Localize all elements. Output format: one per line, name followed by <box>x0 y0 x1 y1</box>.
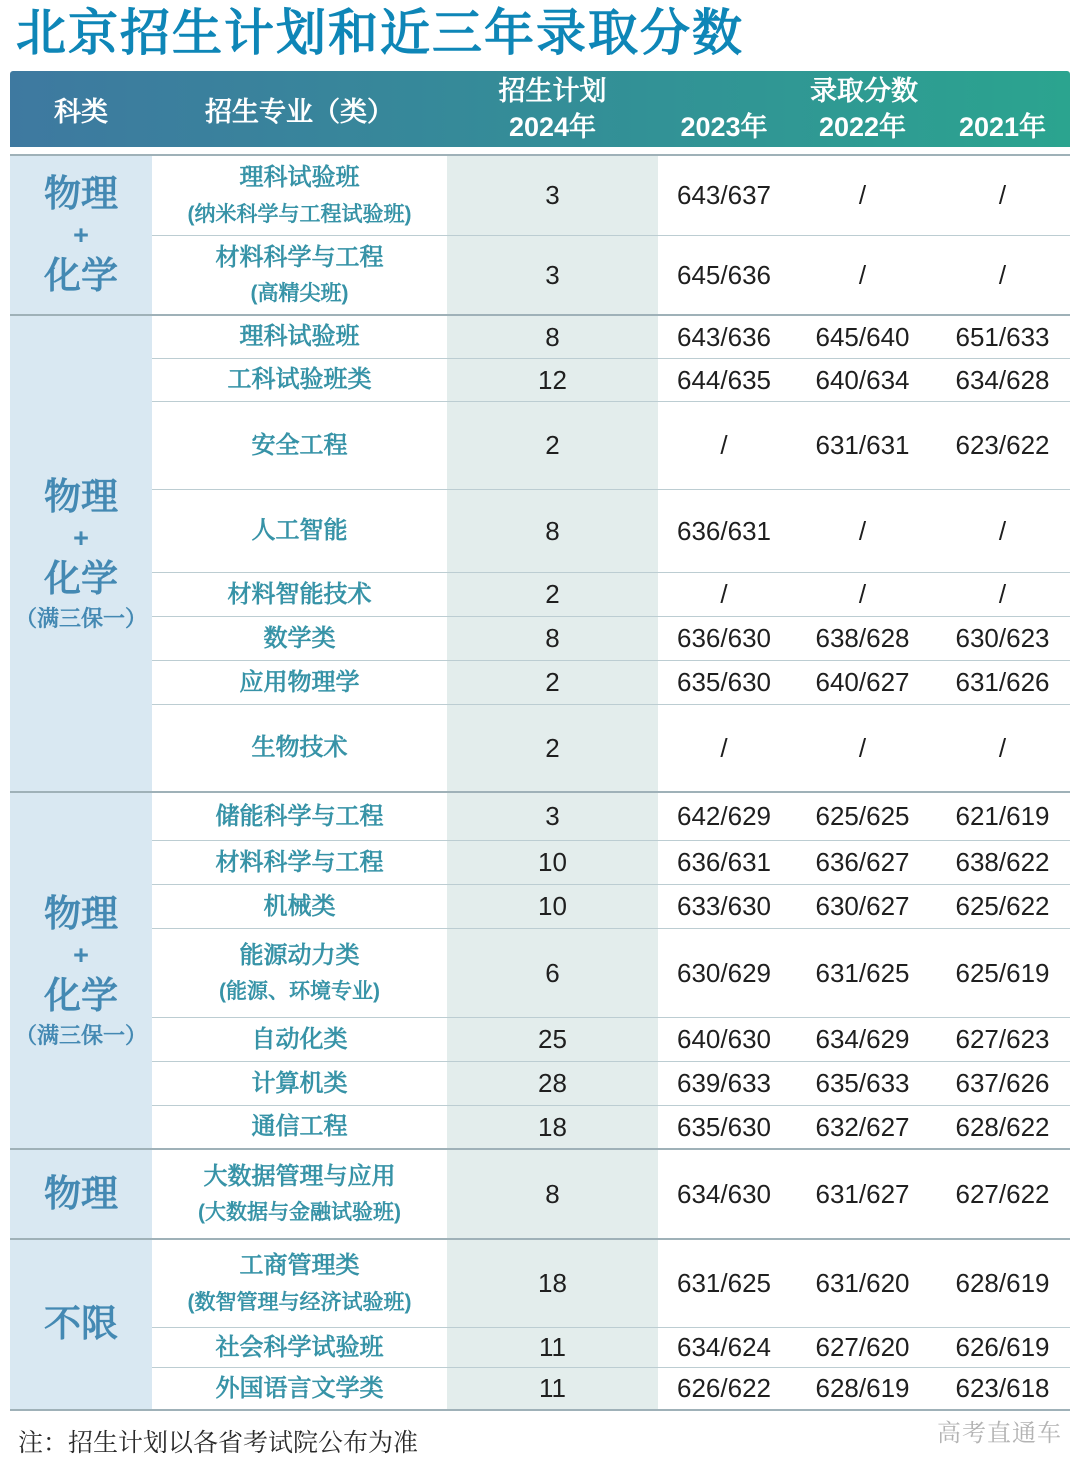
score-2022-cell: 638/628 <box>815 623 910 653</box>
table-row <box>152 1327 1070 1367</box>
score-2021-cell: 626/619 <box>955 1332 1050 1362</box>
major-cell: 安全工程 <box>251 431 348 459</box>
plan-cell: 10 <box>447 841 658 884</box>
score-2021-cell: / <box>998 259 1007 290</box>
table-row <box>152 660 1070 704</box>
category-label: 不限 <box>10 1240 152 1409</box>
score-2021-cell: 628/619 <box>955 1268 1050 1298</box>
major-cell: 机械类 <box>263 892 336 920</box>
score-2021-cell: 623/622 <box>955 430 1050 460</box>
header-plan <box>447 71 658 147</box>
score-2021-cell: 651/633 <box>955 321 1050 352</box>
plan-cell: 8 <box>447 617 658 660</box>
table-row <box>152 1367 1070 1409</box>
score-2021-cell: / <box>998 579 1007 609</box>
score-2022-cell: 640/634 <box>815 364 910 395</box>
major-cell: 理科试验班 (纳米科学与工程试验班) <box>187 164 412 226</box>
table-row <box>152 1061 1070 1105</box>
plan-cell: 28 <box>447 1062 658 1105</box>
score-2023-cell: 640/630 <box>677 1024 771 1054</box>
section-physics-chemistry-m3b1-a <box>10 314 1070 791</box>
score-2023-cell: 636/631 <box>677 515 771 546</box>
table-row <box>152 1105 1070 1148</box>
score-2021-cell: 625/619 <box>955 957 1050 988</box>
header-category: 科类 <box>54 96 108 127</box>
plan-cell: 18 <box>447 1240 658 1327</box>
score-2023-cell: 626/622 <box>677 1373 771 1403</box>
table-body <box>10 154 1070 1411</box>
table-row <box>152 928 1070 1017</box>
score-2022-cell: 640/627 <box>815 667 910 697</box>
score-2022-cell: 631/620 <box>815 1268 910 1298</box>
score-2023-cell: 643/637 <box>677 180 771 210</box>
table-header <box>10 71 1070 147</box>
table-row <box>152 316 1070 358</box>
section-physics <box>10 1148 1070 1238</box>
score-2022-cell: / <box>858 180 867 210</box>
score-2023-cell: / <box>720 430 728 460</box>
footer-note: 注：招生计划以各省考试院公布为准 <box>18 1429 419 1457</box>
header-year-2023: 2023年 <box>680 112 768 142</box>
plan-cell: 2 <box>447 402 658 489</box>
score-2022-cell: / <box>858 515 867 546</box>
major-cell: 应用物理学 <box>239 668 360 696</box>
plan-cell: 3 <box>447 793 658 840</box>
score-2022-cell: / <box>858 579 867 609</box>
major-cell: 通信工程 <box>251 1113 348 1141</box>
score-2022-cell: 634/629 <box>815 1024 910 1054</box>
page-title: 北京招生计划和近三年录取分数 <box>16 5 744 61</box>
table-row <box>152 616 1070 660</box>
category-label: 物理 + 化学 （满三保一） <box>10 793 152 1148</box>
table-row <box>152 704 1070 791</box>
score-2023-cell: 645/636 <box>677 259 771 290</box>
major-cell: 材料科学与工程 (高精尖班) <box>215 243 384 306</box>
table-row <box>152 156 1070 235</box>
plan-cell: 12 <box>447 359 658 401</box>
plan-cell: 10 <box>447 885 658 928</box>
score-2022-cell: 631/627 <box>815 1178 910 1209</box>
plan-cell: 8 <box>447 490 658 572</box>
score-2023-cell: 643/636 <box>677 321 771 352</box>
header-plan-year: 2024年 <box>508 112 597 142</box>
score-2022-cell: 635/633 <box>815 1068 910 1098</box>
score-2022-cell: 636/627 <box>815 847 910 877</box>
table-row <box>152 1150 1070 1238</box>
header-scores-label: 录取分数 <box>810 75 918 106</box>
score-2022-cell: 631/625 <box>815 957 910 988</box>
score-2023-cell: 631/625 <box>677 1268 771 1298</box>
score-2021-cell: 621/619 <box>955 801 1050 831</box>
table-row <box>152 489 1070 572</box>
major-cell: 储能科学与工程 <box>215 802 384 830</box>
table-row <box>152 358 1070 401</box>
major-cell: 大数据管理与应用 (大数据与金融试验班) <box>198 1162 401 1225</box>
score-2021-cell: 627/623 <box>955 1024 1050 1054</box>
table-row <box>152 884 1070 928</box>
score-2023-cell: 636/630 <box>677 623 771 653</box>
plan-cell: 11 <box>447 1328 658 1367</box>
plan-cell: 25 <box>447 1018 658 1061</box>
score-2022-cell: / <box>858 732 867 763</box>
category-label: 物理 + 化学 <box>10 156 152 314</box>
header-scores-group <box>658 71 1070 147</box>
score-2023-cell: 639/633 <box>677 1068 771 1098</box>
score-2021-cell: 628/622 <box>955 1111 1050 1142</box>
major-cell: 人工智能 <box>251 517 348 545</box>
plus-sign: + <box>73 523 89 553</box>
score-2021-cell: 634/628 <box>955 364 1050 395</box>
plan-cell: 3 <box>447 236 658 314</box>
header-year-2021: 2021年 <box>958 112 1047 142</box>
plan-cell: 11 <box>447 1368 658 1409</box>
table-row <box>152 1017 1070 1061</box>
major-cell: 数学类 <box>263 624 336 652</box>
score-2022-cell: 631/631 <box>815 430 910 460</box>
score-2022-cell: / <box>858 259 867 290</box>
score-2023-cell: 634/624 <box>677 1332 771 1362</box>
plan-cell: 3 <box>447 156 658 235</box>
score-2023-cell: 635/630 <box>677 1111 771 1142</box>
footer <box>10 1411 1070 1459</box>
header-plan-label: 招生计划 <box>498 75 607 106</box>
section-physics-chemistry-m3b1-b <box>10 791 1070 1148</box>
major-cell: 社会科学试验班 <box>215 1333 384 1361</box>
score-2022-cell: 632/627 <box>815 1111 910 1142</box>
table-row <box>152 235 1070 314</box>
major-cell: 外国语言文学类 <box>215 1374 384 1402</box>
plus-sign: + <box>73 219 89 250</box>
score-2022-cell: 645/640 <box>815 321 910 352</box>
score-2022-cell: 630/627 <box>815 891 910 921</box>
score-2021-cell: 630/623 <box>955 623 1050 653</box>
table-row <box>152 1240 1070 1327</box>
table-row <box>152 401 1070 489</box>
score-2023-cell: / <box>720 579 728 609</box>
plus-sign: + <box>73 940 89 970</box>
table-row <box>152 840 1070 884</box>
major-cell: 材料科学与工程 <box>215 848 384 876</box>
major-cell: 自动化类 <box>251 1025 348 1053</box>
score-2023-cell: 635/630 <box>677 667 771 697</box>
score-2021-cell: 631/626 <box>955 667 1050 697</box>
score-2023-cell: 634/630 <box>677 1178 771 1209</box>
watermark: 高考直通车 <box>937 1420 1062 1447</box>
score-2023-cell: 633/630 <box>677 891 771 921</box>
section-unrestricted <box>10 1238 1070 1409</box>
category-label: 物理 <box>10 1150 152 1238</box>
plan-cell: 18 <box>447 1106 658 1148</box>
table-row <box>152 572 1070 616</box>
major-cell: 计算机类 <box>251 1069 348 1097</box>
plan-cell: 2 <box>447 705 658 791</box>
score-2021-cell: / <box>998 180 1007 210</box>
table-row <box>152 793 1070 840</box>
major-cell: 工商管理类 (数智管理与经济试验班) <box>187 1252 412 1314</box>
score-2021-cell: / <box>998 732 1007 763</box>
plan-cell: 2 <box>447 661 658 704</box>
score-2023-cell: 630/629 <box>677 957 771 988</box>
score-2023-cell: 644/635 <box>677 364 771 395</box>
plan-cell: 6 <box>447 929 658 1017</box>
plan-cell: 8 <box>447 316 658 358</box>
section-physics-chemistry <box>10 154 1070 314</box>
major-cell: 理科试验班 <box>239 323 360 351</box>
major-cell: 生物技术 <box>251 734 348 762</box>
major-cell: 材料智能技术 <box>227 580 372 608</box>
header-major: 招生专业（类） <box>205 96 394 127</box>
score-2023-cell: 636/631 <box>677 847 771 877</box>
score-2021-cell: 623/618 <box>955 1373 1050 1403</box>
major-cell: 能源动力类 (能源、环境专业) <box>219 941 380 1004</box>
score-2023-cell: / <box>720 732 728 763</box>
admissions-table <box>10 71 1070 1411</box>
score-2022-cell: 627/620 <box>815 1332 910 1362</box>
score-2021-cell: 625/622 <box>955 891 1050 921</box>
score-2021-cell: 638/622 <box>955 847 1050 877</box>
score-2022-cell: 625/625 <box>815 801 910 831</box>
major-cell: 工科试验班类 <box>227 366 372 394</box>
score-2023-cell: 642/629 <box>677 801 771 831</box>
plan-cell: 2 <box>447 573 658 616</box>
category-label: 物理 + 化学 （满三保一） <box>10 316 152 791</box>
plan-cell: 8 <box>447 1150 658 1238</box>
score-2021-cell: 627/622 <box>955 1178 1050 1209</box>
score-2022-cell: 628/619 <box>815 1373 910 1403</box>
score-2021-cell: 637/626 <box>955 1068 1050 1098</box>
score-2021-cell: / <box>998 515 1007 546</box>
header-year-2022: 2022年 <box>818 112 907 142</box>
